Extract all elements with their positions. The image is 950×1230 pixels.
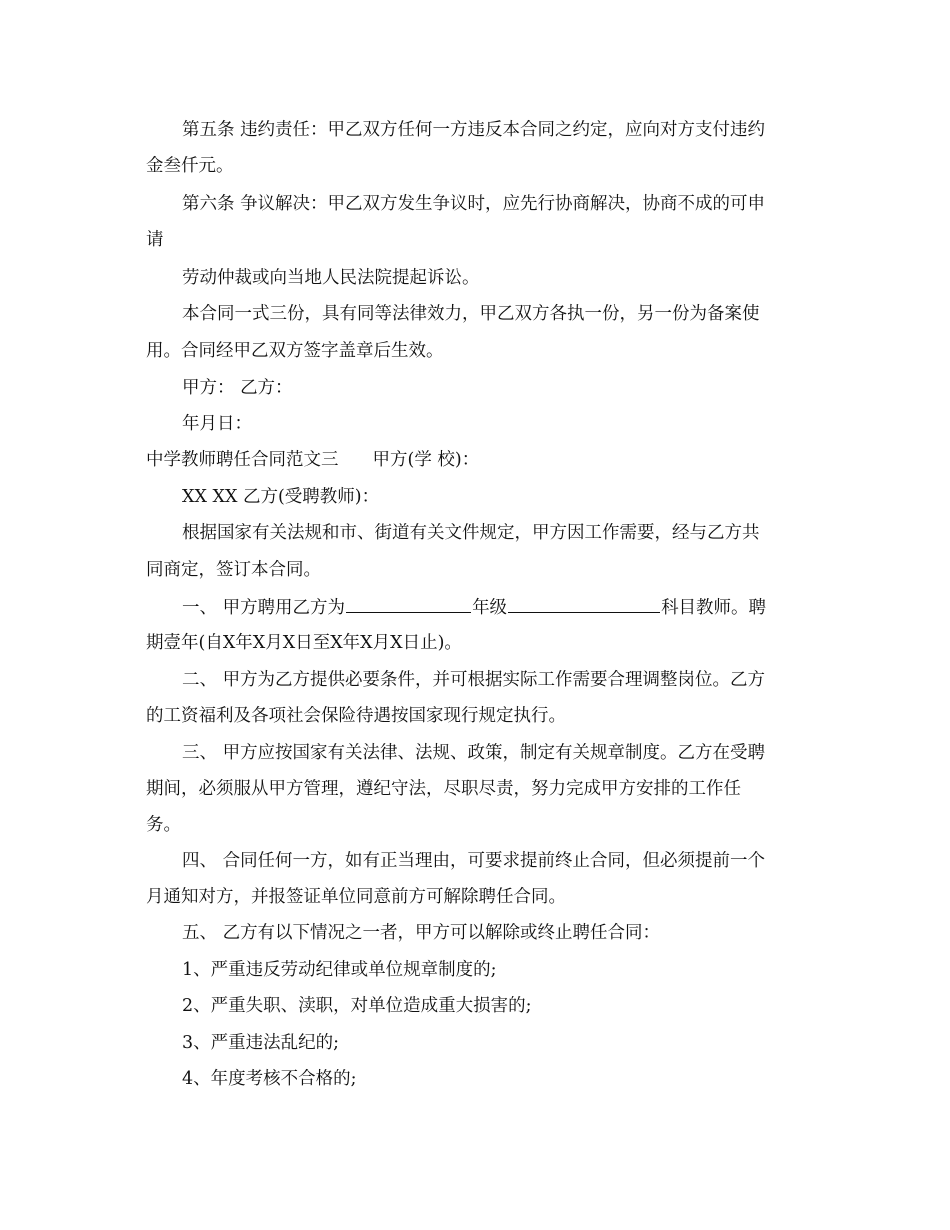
article-5-line-2: 金叁仟元。 — [146, 156, 234, 176]
clause-3-line-3: 务。 — [146, 815, 181, 835]
clause-4-line-2: 月通知对方，并报签证单位同意前方可解除聘任合同。 — [146, 887, 566, 907]
clause-2-line-2: 的工资福利及各项社会保险待遇按国家现行规定执行。 — [146, 706, 566, 726]
signature-parties: 甲方： 乙方： — [182, 378, 293, 398]
copies-line-1: 本合同一式三份，具有同等法律效力，甲乙双方各执一份，另一份为备案使 — [182, 304, 760, 324]
clause-1-part-a: 一、 甲方聘用乙方为 — [182, 598, 346, 618]
clause-1-part-b: 年级 — [472, 598, 508, 618]
article-6-line-3: 劳动仲裁或向当地人民法院提起诉讼。 — [182, 268, 480, 288]
clause-5-item-1: 1、严重违反劳动纪律或单位规章制度的; — [182, 960, 497, 980]
signature-date: 年月日： — [182, 414, 252, 434]
section-title-line — [146, 448, 479, 472]
clause-5-item-3: 3、严重违法乱纪的; — [182, 1033, 340, 1053]
clause-1-part-c: 科目教师。聘 — [661, 598, 767, 618]
clause-5-item-2: 2、严重失职、渎职，对单位造成重大损害的; — [182, 996, 532, 1016]
party-b-line: XX XX 乙方(受聘教师)： — [182, 487, 380, 507]
copies-line-2: 用。合同经甲乙双方签字盖章后生效。 — [146, 341, 444, 361]
article-6-line-1: 第六条 争议解决：甲乙双方发生争议时，应先行协商解决，协商不成的可申 — [182, 194, 766, 214]
subject-blank — [508, 595, 660, 613]
grade-blank — [346, 595, 471, 613]
clause-1-line-2: 期壹年(自X年X月X日至X年X月X日止)。 — [146, 633, 462, 653]
article-5-line-1: 第五条 违约责任：甲乙双方任何一方违反本合同之约定，应向对方支付违约 — [182, 120, 766, 140]
clause-5-item-4: 4、年度考核不合格的; — [182, 1069, 357, 1089]
clause-2-line-1: 二、 甲方为乙方提供必要条件，并可根据实际工作需要合理调整岗位。乙方 — [182, 670, 766, 690]
clause-1-line-1 — [182, 595, 766, 620]
clause-5-line-1: 五、 乙方有以下情况之一者，甲方可以解除或终止聘任合同： — [182, 923, 661, 943]
clause-4-line-1: 四、 合同任何一方，如有正当理由，可要求提前终止合同，但必须提前一个 — [182, 851, 766, 871]
intro-line-1: 根据国家有关法规和市、街道有关文件规定，甲方因工作需要，经与乙方共 — [182, 523, 760, 543]
clause-3-line-2: 期间，必须服从甲方管理，遵纪守法，尽职尽责，努力完成甲方安排的工作任 — [146, 779, 741, 799]
contract-title: 中学教师聘任合同范文三 — [146, 450, 339, 470]
party-a-label: 甲方(学 校)： — [372, 450, 480, 470]
intro-line-2: 同商定，签订本合同。 — [146, 560, 321, 580]
clause-3-line-1: 三、 甲方应按国家有关法律、法规、政策，制定有关规章制度。乙方在受聘 — [182, 743, 766, 763]
article-6-line-2: 请 — [146, 230, 164, 250]
